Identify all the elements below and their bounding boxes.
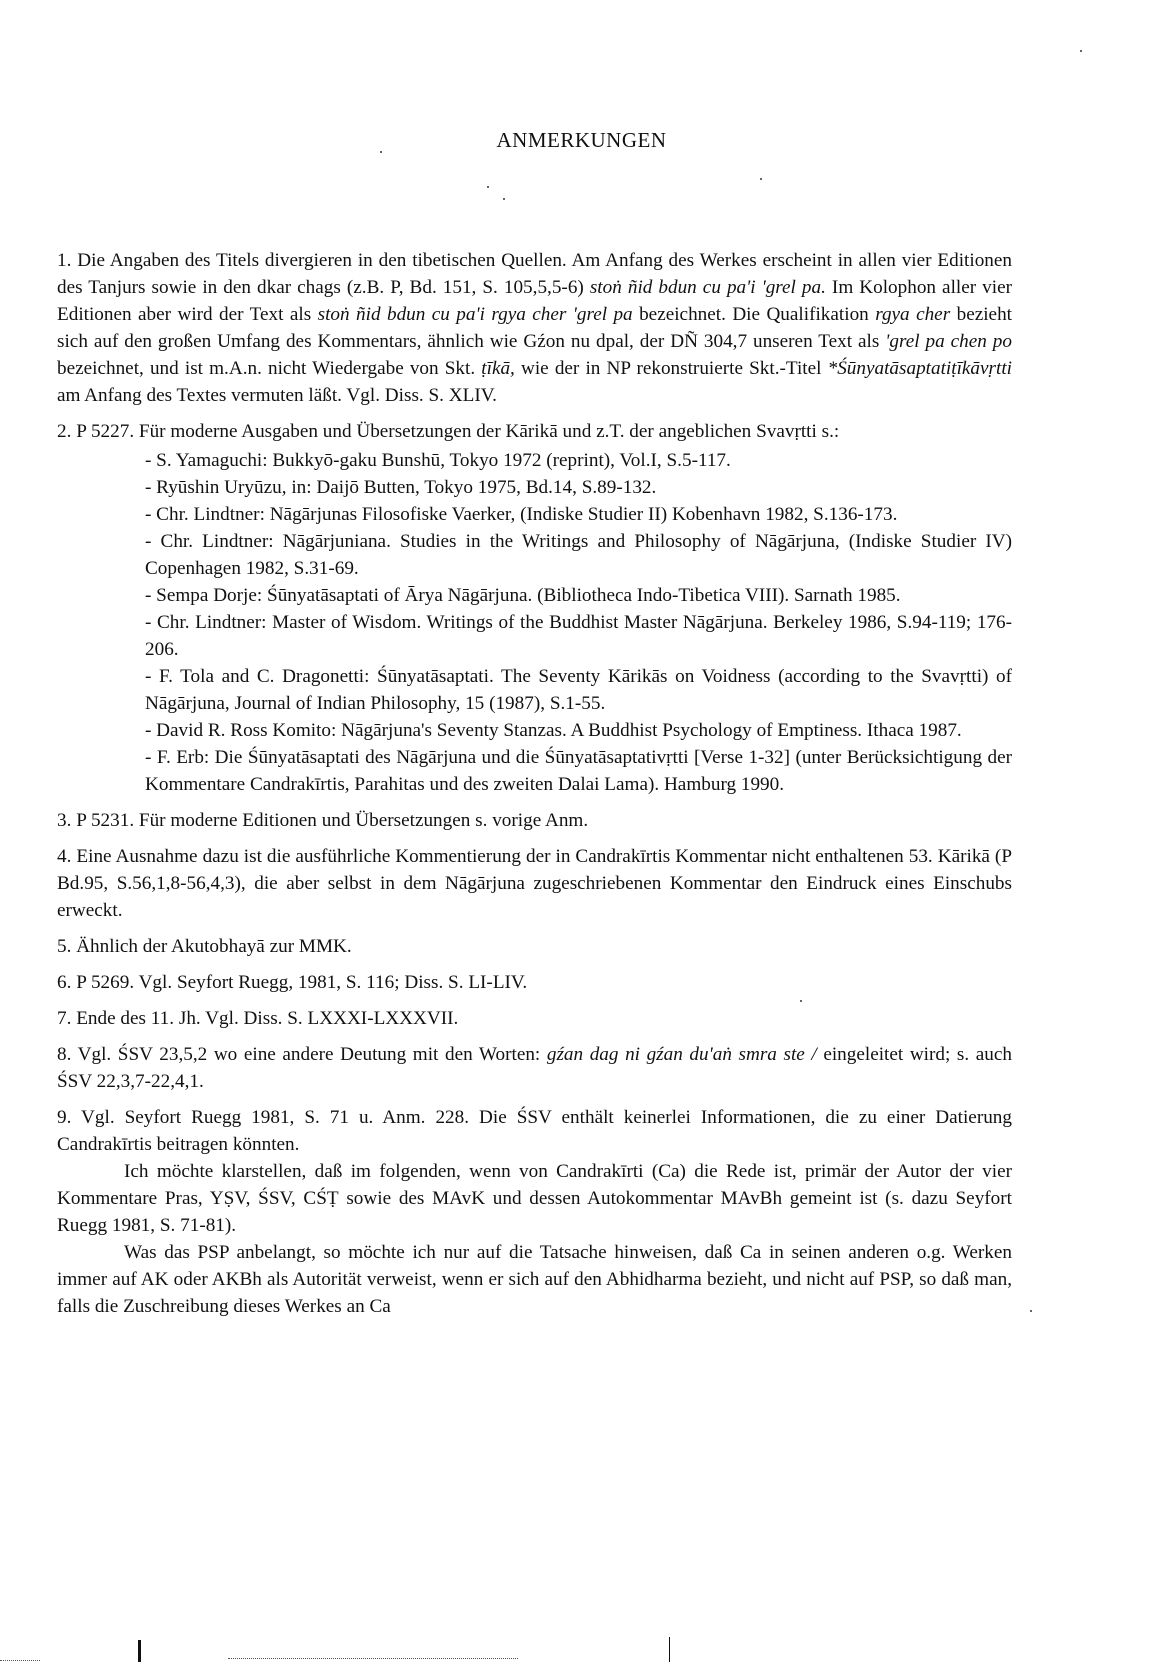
reference-item: - Ryūshin Uryūzu, in: Daijō Butten, Tokyo 1975, Bd.14, S.89-132. (145, 477, 657, 498)
note-number: 1. (57, 250, 72, 271)
notes-body (57, 247, 1012, 1329)
page-title: ANMERKUNGEN (496, 128, 667, 152)
reference-item: - David R. Ross Komito: Nāgārjuna's Seventy Stanzas. A Buddhist Psychology of Emptiness. Ithaca 1987. (145, 720, 962, 741)
scan-speck (760, 178, 762, 180)
reference-item: - F. Erb: Die Śūnyatāsaptati des Nāgārjuna und die Śūnyatāsaptativṛtti [Verse 1-32] (unter Berücksichtigung der Kommentare Candrakīrtis, Parahitas und des zweiten Dalai Lama). Hamburg 1990. (145, 747, 1012, 795)
reference-item: - Sempa Dorje: Śūnyatāsaptati of Ārya Nāgārjuna. (Bibliotheca Indo-Tibetica VIII). Sarnath 1985. (145, 585, 901, 606)
note-text: Die Angaben des Titels divergieren in den tibetischen Quellen. Am Anfang des Werkes erscheint in allen vier Editionen des Tanjurs sowie in den dkar chags (z.B. P, Bd. 151, S. 105,5,5-6) (57, 250, 1012, 298)
note-6 (57, 969, 1012, 996)
scan-edge-mark (669, 1637, 670, 1662)
tibetan-title: stoṅ ñid bdun cu pa'i 'grel pa. (589, 277, 826, 298)
note-text: Im Kolophon aller vier Editionen aber wird der Text als (57, 277, 1012, 325)
scan-edge-line (0, 1660, 40, 1661)
sanskrit-title: *Śūnyatāsaptatiṭīkāvṛtti (827, 358, 1012, 379)
note-text: bezieht sich auf den großen Umfang des Kommentars, ähnlich wie Gźon nu dpal, der DÑ 304,7 unseren Text als (57, 304, 1012, 352)
note-2 (57, 418, 1012, 798)
reference-item: - S. Yamaguchi: Bukkyō-gaku Bunshū, Tokyo 1972 (reprint), Vol.I, S.5-117. (145, 450, 731, 471)
note-5 (57, 933, 1012, 960)
note-3-text: 3. P 5231. Für moderne Editionen und Übersetzungen s. vorige Anm. (57, 810, 589, 831)
note-8-text (57, 1041, 1012, 1095)
tibetan-term: 'grel pa chen po (885, 331, 1012, 352)
note-text: am Anfang des Textes vermuten läßt. Vgl. Diss. S. XLIV. (57, 385, 497, 406)
note-9 (57, 1104, 1012, 1320)
scan-edge-mark (138, 1640, 141, 1662)
reference-item: - Chr. Lindtner: Nāgārjunas Filosofiske Vaerker, (Indiske Studier II) Kobenhavn 1982, S.136-173. (145, 504, 898, 525)
note-8 (57, 1041, 1012, 1095)
sanskrit-term: ṭīkā, (481, 358, 515, 379)
reference-item: - F. Tola and C. Dragonetti: Śūnyatāsaptati. The Seventy Kārikās on Voidness (according to the Svavṛtti) of Nāgārjuna, Journal of Indian Philosophy, 15 (1987), S.1-55. (145, 666, 1012, 714)
note-1-text (57, 247, 1012, 409)
note-3 (57, 807, 1012, 834)
scan-speck (380, 151, 382, 153)
note-7-text: 7. Ende des 11. Jh. Vgl. Diss. S. LXXXI-LXXXVII. (57, 1008, 459, 1029)
note-6-text: 6. P 5269. Vgl. Seyfort Ruegg, 1981, S. 116; Diss. S. LI-LIV. (57, 972, 528, 993)
reference-item: - Chr. Lindtner: Master of Wisdom. Writings of the Buddhist Master Nāgārjuna. Berkeley 1986, S.94-119; 176-206. (145, 612, 1012, 660)
note-text: 8. Vgl. ŚSV 23,5,2 wo eine andere Deutung mit den Worten: (57, 1044, 547, 1065)
scan-speck (1030, 1310, 1032, 1312)
note-1 (57, 247, 1012, 409)
note-2-intro: 2. P 5227. Für moderne Ausgaben und Übersetzungen der Kārikā und z.T. der angeblichen Svavṛtti s.: (57, 421, 840, 442)
note-5-text: 5. Ähnlich der Akutobhayā zur MMK. (57, 936, 352, 957)
note-9-paragraph: Was das PSP anbelangt, so möchte ich nur auf die Tatsache hinweisen, daß Ca in seinen anderen o.g. Werken immer auf AK oder AKBh als Autorität verweist, wenn er sich auf den Abhidharma bezieht, und nicht auf PSP, so daß man, falls die Zuschreibung dieses Werkes an Ca (57, 1242, 1012, 1317)
note-4-text: 4. Eine Ausnahme dazu ist die ausführliche Kommentierung der in Candrakīrtis Kommentar nicht enthaltenen 53. Kārikā (P Bd.95, S.56,1,8-56,4,3), die aber selbst in dem Nāgārjuna zugeschriebenen Kommentar den Eindruck eines Einschubs erweckt. (57, 846, 1012, 921)
note-text: wie der in NP rekonstruierte Skt.-Titel (514, 358, 828, 379)
reference-item: - Chr. Lindtner: Nāgārjuniana. Studies in the Writings and Philosophy of Nāgārjuna, (Indiske Studier IV) Copenhagen 1982, S.31-69. (145, 531, 1012, 579)
note-7 (57, 1005, 1012, 1032)
scan-speck (487, 186, 489, 188)
note-text: bezeichnet. Die Qualifikation (632, 304, 876, 325)
tibetan-term: rgya cher (875, 304, 951, 325)
scan-speck (1080, 50, 1082, 52)
note-9-paragraph: Ich möchte klarstellen, daß im folgenden, wenn von Candrakīrti (Ca) die Rede ist, primär der Autor der vier Kommentare Pras, YṢV, ŚSV, CŚṬ sowie des MAvK und dessen Autokommentar MAvBh gemeint ist (s. dazu Seyfort Ruegg 1981, S. 71-81). (57, 1161, 1012, 1236)
reference-list (145, 447, 1012, 798)
scan-speck (800, 1000, 802, 1002)
note-text: eingeleitet wird; s. auch ŚSV 22,3,7-22,4,1. (57, 1044, 1012, 1092)
note-text: bezeichnet, und ist m.A.n. nicht Wiedergabe von Skt. (57, 358, 482, 379)
note-9-paragraph: 9. Vgl. Seyfort Ruegg 1981, S. 71 u. Anm. 228. Die ŚSV enthält keinerlei Informationen, die zu einer Datierung Candrakīrtis beitragen könnten. (57, 1107, 1012, 1155)
scan-speck (503, 198, 505, 200)
tibetan-title: stoṅ ñid bdun cu pa'i rgya cher 'grel pa (317, 304, 633, 325)
note-4 (57, 843, 1012, 924)
scan-edge-line (228, 1658, 518, 1659)
tibetan-quote: gźan dag ni gźan du'aṅ smra ste / (546, 1044, 817, 1065)
